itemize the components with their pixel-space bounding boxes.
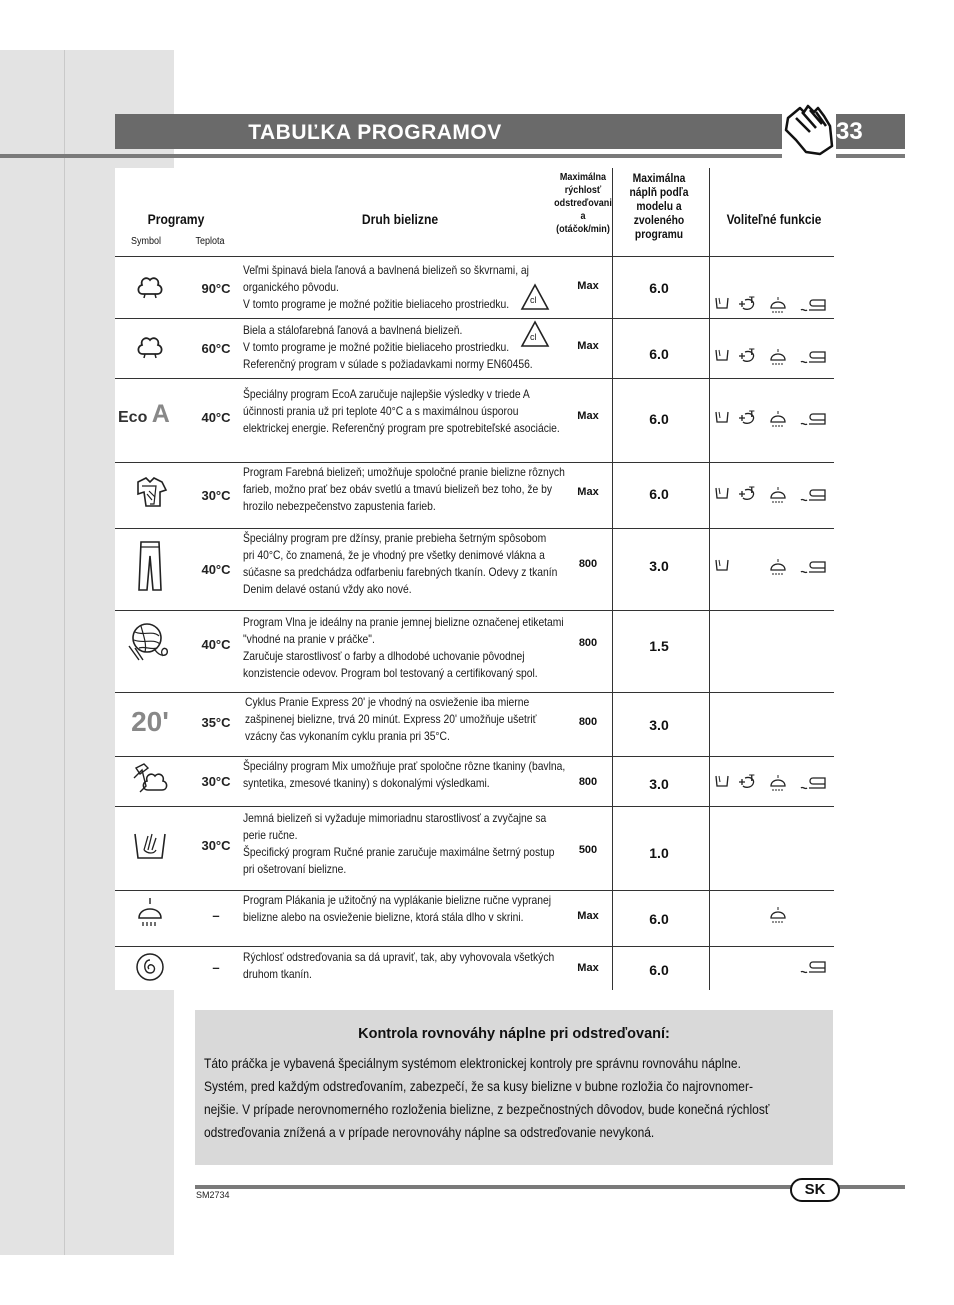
spin-icon xyxy=(801,562,825,573)
description-line: Biela a stálofarebná ľanová a bavlnená bielizeň. xyxy=(243,323,463,337)
description-line: vzácny čas vykonaním cyklu prania pri 35°C. xyxy=(245,729,450,743)
program-speed: Max xyxy=(577,410,599,422)
col-divider xyxy=(709,168,710,990)
description-line: organického pôvodu. xyxy=(243,280,339,294)
hand-icon xyxy=(782,100,836,158)
wool-icon xyxy=(119,616,181,671)
description-line: Špeciálny program EcoA zaručuje najlepšie výsledky v triede A xyxy=(243,387,530,401)
program-load: 6.0 xyxy=(649,911,669,927)
spin-icon xyxy=(801,778,825,789)
prewash-icon xyxy=(716,488,728,498)
header-load-line: Maximálna xyxy=(632,171,686,185)
program-load: 6.0 xyxy=(649,486,669,502)
description-line: Cyklus Pranie Express 20' je vhodný na osvieženie iba mierne xyxy=(245,695,530,709)
program-description xyxy=(243,530,570,598)
load-balance-info-box xyxy=(195,1010,833,1165)
row-divider xyxy=(115,756,834,757)
description-line: farieb, možno prať bez obáv svetlú a tmavú bielizeň bez toho, že by xyxy=(243,482,553,496)
description-line: Jemná bielizeň si vyžaduje mimoriadnu starostlivosť a zvyčajne sa xyxy=(243,811,547,825)
header-load-line: náplň podľa xyxy=(629,185,689,199)
description-line: účinnosti prania už pri teplote 40°C a s maximálnou úsporou xyxy=(243,404,519,418)
program-description xyxy=(243,614,570,682)
temp-icon xyxy=(739,409,755,423)
header-laundry: Druh bielizne xyxy=(361,212,439,227)
description-line: Denim delavé ostanú vždy ako nové. xyxy=(243,582,412,596)
header-symbol: Symbol xyxy=(130,236,162,247)
function-icons xyxy=(713,556,835,576)
function-icons xyxy=(713,294,835,314)
spin-icon xyxy=(801,962,825,973)
description-line: elektrickej energie. Referenčný program pre spotrebiteľské asociácie. xyxy=(243,421,560,435)
program-speed: Max xyxy=(577,486,599,498)
program-load: 3.0 xyxy=(649,558,669,574)
description-line: hrozilo nebezpečenstvo zapustenia farieb. xyxy=(243,499,436,513)
header-temp: Teplota xyxy=(195,236,225,247)
program-description xyxy=(243,810,570,878)
col-divider xyxy=(612,168,613,256)
program-load: 3.0 xyxy=(649,776,669,792)
description-line: Program Plákania je užitočný na vyplákanie bielizne ručne vypranej xyxy=(243,893,552,907)
program-temp: 40°C xyxy=(201,637,231,652)
program-load: 6.0 xyxy=(649,411,669,427)
description-line: syntetika, zmesové tkaniny) s dokonalými výsledkami. xyxy=(243,776,490,790)
program-description xyxy=(243,464,570,515)
program-speed: 800 xyxy=(578,637,598,649)
row-divider xyxy=(115,946,834,947)
row-divider xyxy=(115,378,834,379)
program-load: 6.0 xyxy=(649,962,669,978)
description-line: pri 40°C, čo znamená, že je vhodný pre všetky denimové vlákna a xyxy=(243,548,545,562)
svg-text:T: T xyxy=(749,295,755,305)
program-speed: 800 xyxy=(578,776,598,788)
rinse-icon xyxy=(771,297,785,313)
header-load xyxy=(621,171,697,241)
prewash-icon xyxy=(716,298,728,308)
function-icons xyxy=(713,408,835,428)
program-temp: – xyxy=(212,960,220,975)
program-speed: Max xyxy=(577,962,599,974)
svg-text:T: T xyxy=(749,409,755,419)
description-line: bielizne alebo na osvieženie bielizne, ktorá stála dlho v skrini. xyxy=(243,910,524,924)
header-load-line: zvoleného xyxy=(633,213,685,227)
prewash-icon xyxy=(716,776,728,786)
svg-text:T: T xyxy=(749,347,755,357)
description-line: zašpinenej bielizne, trvá 20 minút. Express 20' umožňuje ušetriť xyxy=(245,712,537,726)
program-load: 6.0 xyxy=(649,280,669,296)
description-line: konzistencie odevov. Program bol testovaný a certifikovaný spol. xyxy=(243,666,538,680)
function-icons xyxy=(713,484,835,504)
program-temp: 30°C xyxy=(201,774,231,789)
spin-icon xyxy=(801,414,825,425)
rinse-program-icon xyxy=(119,896,181,935)
header-speed-line: (otáčok/min) xyxy=(556,223,610,235)
program-temp: 35°C xyxy=(201,715,231,730)
eco-a-symbol xyxy=(118,400,184,428)
program-description xyxy=(243,949,570,983)
row-divider xyxy=(115,318,834,319)
page-title: TABUĽKA PROGRAMOV xyxy=(248,121,502,144)
col-divider xyxy=(612,256,613,990)
spin-icon xyxy=(801,490,825,501)
program-load: 3.0 xyxy=(649,717,669,733)
spin-program-icon xyxy=(119,951,181,988)
row-divider xyxy=(115,692,834,693)
description-line: Program Farebná bielizeň; umožňuje spoločné pranie bielizne rôznych xyxy=(243,465,565,479)
info-line: Systém, pred každým odstreďovaním, zabezpečí, že sa kusy bielizne v bubne rozložia čo najrovnomer- xyxy=(204,1079,753,1094)
description-line: Špecifický program Ručné pranie zaručuje maximálne šetrný postup xyxy=(243,845,555,859)
description-line: perie ručne. xyxy=(243,828,298,842)
mix-icon xyxy=(119,760,181,801)
info-body xyxy=(204,1052,827,1144)
program-description xyxy=(243,892,570,926)
description-line: Špeciálny program Mix umožňuje prať spoločne rôzne tkaniny (bavlna, xyxy=(243,759,566,773)
row-divider xyxy=(115,462,834,463)
program-description xyxy=(243,758,570,792)
prewash-icon xyxy=(716,560,728,570)
svg-text:T: T xyxy=(749,773,755,783)
rinse-icon xyxy=(771,559,785,575)
function-icons xyxy=(713,904,835,924)
header-speed-line: Maximálna xyxy=(559,171,607,183)
info-title: Kontrola rovnováhy náplne pri odstreďovaní: xyxy=(358,1026,670,1042)
spin-icon xyxy=(801,300,825,311)
prewash-icon xyxy=(716,412,728,422)
program-temp: 30°C xyxy=(201,488,231,503)
description-line: Veľmi špinavá biela ľanová a bavlnená bielizeň so škvrnami, aj xyxy=(243,263,529,277)
program-speed: 500 xyxy=(578,844,598,856)
bleach-label: cl xyxy=(530,332,537,342)
description-line: Špeciálny program pre džínsy, pranie prebieha šetrným spôsobom xyxy=(243,531,547,545)
program-load: 1.5 xyxy=(649,638,669,654)
handwash-icon xyxy=(119,828,181,867)
program-table xyxy=(115,168,834,990)
program-temp: – xyxy=(212,908,220,923)
description-line: Rýchlosť odstreďovania sa dá upraviť, tak, aby vyhovovala všetkých xyxy=(243,950,555,964)
temp-icon xyxy=(739,347,755,361)
jeans-icon xyxy=(119,538,181,599)
header-programs: Programy xyxy=(147,212,205,227)
program-speed: Max xyxy=(577,340,599,352)
eco-label: Eco xyxy=(118,409,148,426)
rinse-icon xyxy=(771,487,785,503)
program-load: 6.0 xyxy=(649,346,669,362)
description-line: súčasne sa predchádza odfarbeniu farebných tkanín. Odevy z tkanín xyxy=(243,565,558,579)
header-speed xyxy=(550,171,615,236)
rinse-icon xyxy=(771,907,785,923)
header-load-line: modelu a xyxy=(636,199,682,213)
program-speed: Max xyxy=(577,280,599,292)
description-line: V tomto programe je možné požitie bieliaceho prostriedku. xyxy=(243,297,510,311)
info-line: Táto práčka je vybavená špeciálnym systémom elektronickej kontroly pre správnu rovnováhu náplne. xyxy=(204,1056,741,1071)
spin-icon xyxy=(801,352,825,363)
page-number: 33 xyxy=(836,118,863,145)
title-rule xyxy=(0,154,905,158)
description-line: Program Vlna je ideálny na pranie jemnej bielizne označenej etiketami xyxy=(243,615,564,629)
description-line: "vhodné na pranie v práčke". xyxy=(243,632,375,646)
description-line: V tomto programe je možné požitie bieliaceho prostriedku. xyxy=(243,340,510,354)
program-temp: 60°C xyxy=(201,341,231,356)
description-line: druhom tkanín. xyxy=(243,967,312,981)
program-description xyxy=(245,694,572,745)
svg-text:T: T xyxy=(749,485,755,495)
header-speed-line: rýchlosť xyxy=(564,184,602,196)
description-line: Referenčný program v súlade s požiadavkami normy EN60456. xyxy=(243,357,533,371)
language-badge: SK xyxy=(790,1178,840,1202)
program-speed: 800 xyxy=(578,716,598,728)
program-speed: Max xyxy=(577,910,599,922)
cotton-icon xyxy=(119,332,181,365)
program-load: 1.0 xyxy=(649,845,669,861)
program-speed: 800 xyxy=(578,558,598,570)
row-divider xyxy=(115,806,834,807)
program-temp: 40°C xyxy=(201,562,231,577)
rinse-icon xyxy=(771,411,785,427)
bleach-triangle-icon xyxy=(520,283,550,311)
cotton-icon xyxy=(119,272,181,305)
rinse-icon xyxy=(771,349,785,365)
header-functions: Voliteľné funkcie xyxy=(726,212,822,227)
bleach-triangle-icon xyxy=(520,320,550,348)
program-temp: 90°C xyxy=(201,281,231,296)
sidebar-divider xyxy=(64,50,65,1255)
temp-icon xyxy=(739,295,755,309)
function-icons xyxy=(713,956,835,976)
document-code: SM2734 xyxy=(196,1190,230,1200)
prewash-icon xyxy=(716,350,728,360)
temp-icon xyxy=(739,773,755,787)
temp-icon xyxy=(739,485,755,499)
function-icons xyxy=(713,772,835,792)
header-speed-line: odstreďovani xyxy=(554,197,612,209)
info-line: odstreďovania znížená a v prípade nerovnováhy náplne sa odstreďovanie nevykoná. xyxy=(204,1125,655,1140)
row-divider xyxy=(115,610,834,611)
row-divider xyxy=(115,528,834,529)
row-divider xyxy=(115,256,834,257)
function-icons xyxy=(713,346,835,366)
program-temp: 40°C xyxy=(201,410,231,425)
program-description xyxy=(243,386,570,437)
row-divider xyxy=(115,890,834,891)
info-line: nejšie. V prípade nerovnomerného rozloženia bielizne, z bezpečnostných dôvodov, bude konečná rýchlosť xyxy=(204,1102,770,1117)
description-line: pri ošetrovaní bielizne. xyxy=(243,862,347,876)
eco-a-letter: A xyxy=(151,400,170,428)
header-speed-line: a xyxy=(580,210,586,222)
bleach-label: cl xyxy=(530,295,537,305)
shirt-icon xyxy=(119,474,181,515)
program-temp: 30°C xyxy=(201,838,231,853)
rinse-icon xyxy=(771,775,785,791)
header-load-line: programu xyxy=(634,227,684,241)
description-line: Zaručuje starostlivosť o farby a dlhodobé uchovanie pôvodnej xyxy=(243,649,525,663)
express-20-symbol: 20' xyxy=(131,706,169,737)
